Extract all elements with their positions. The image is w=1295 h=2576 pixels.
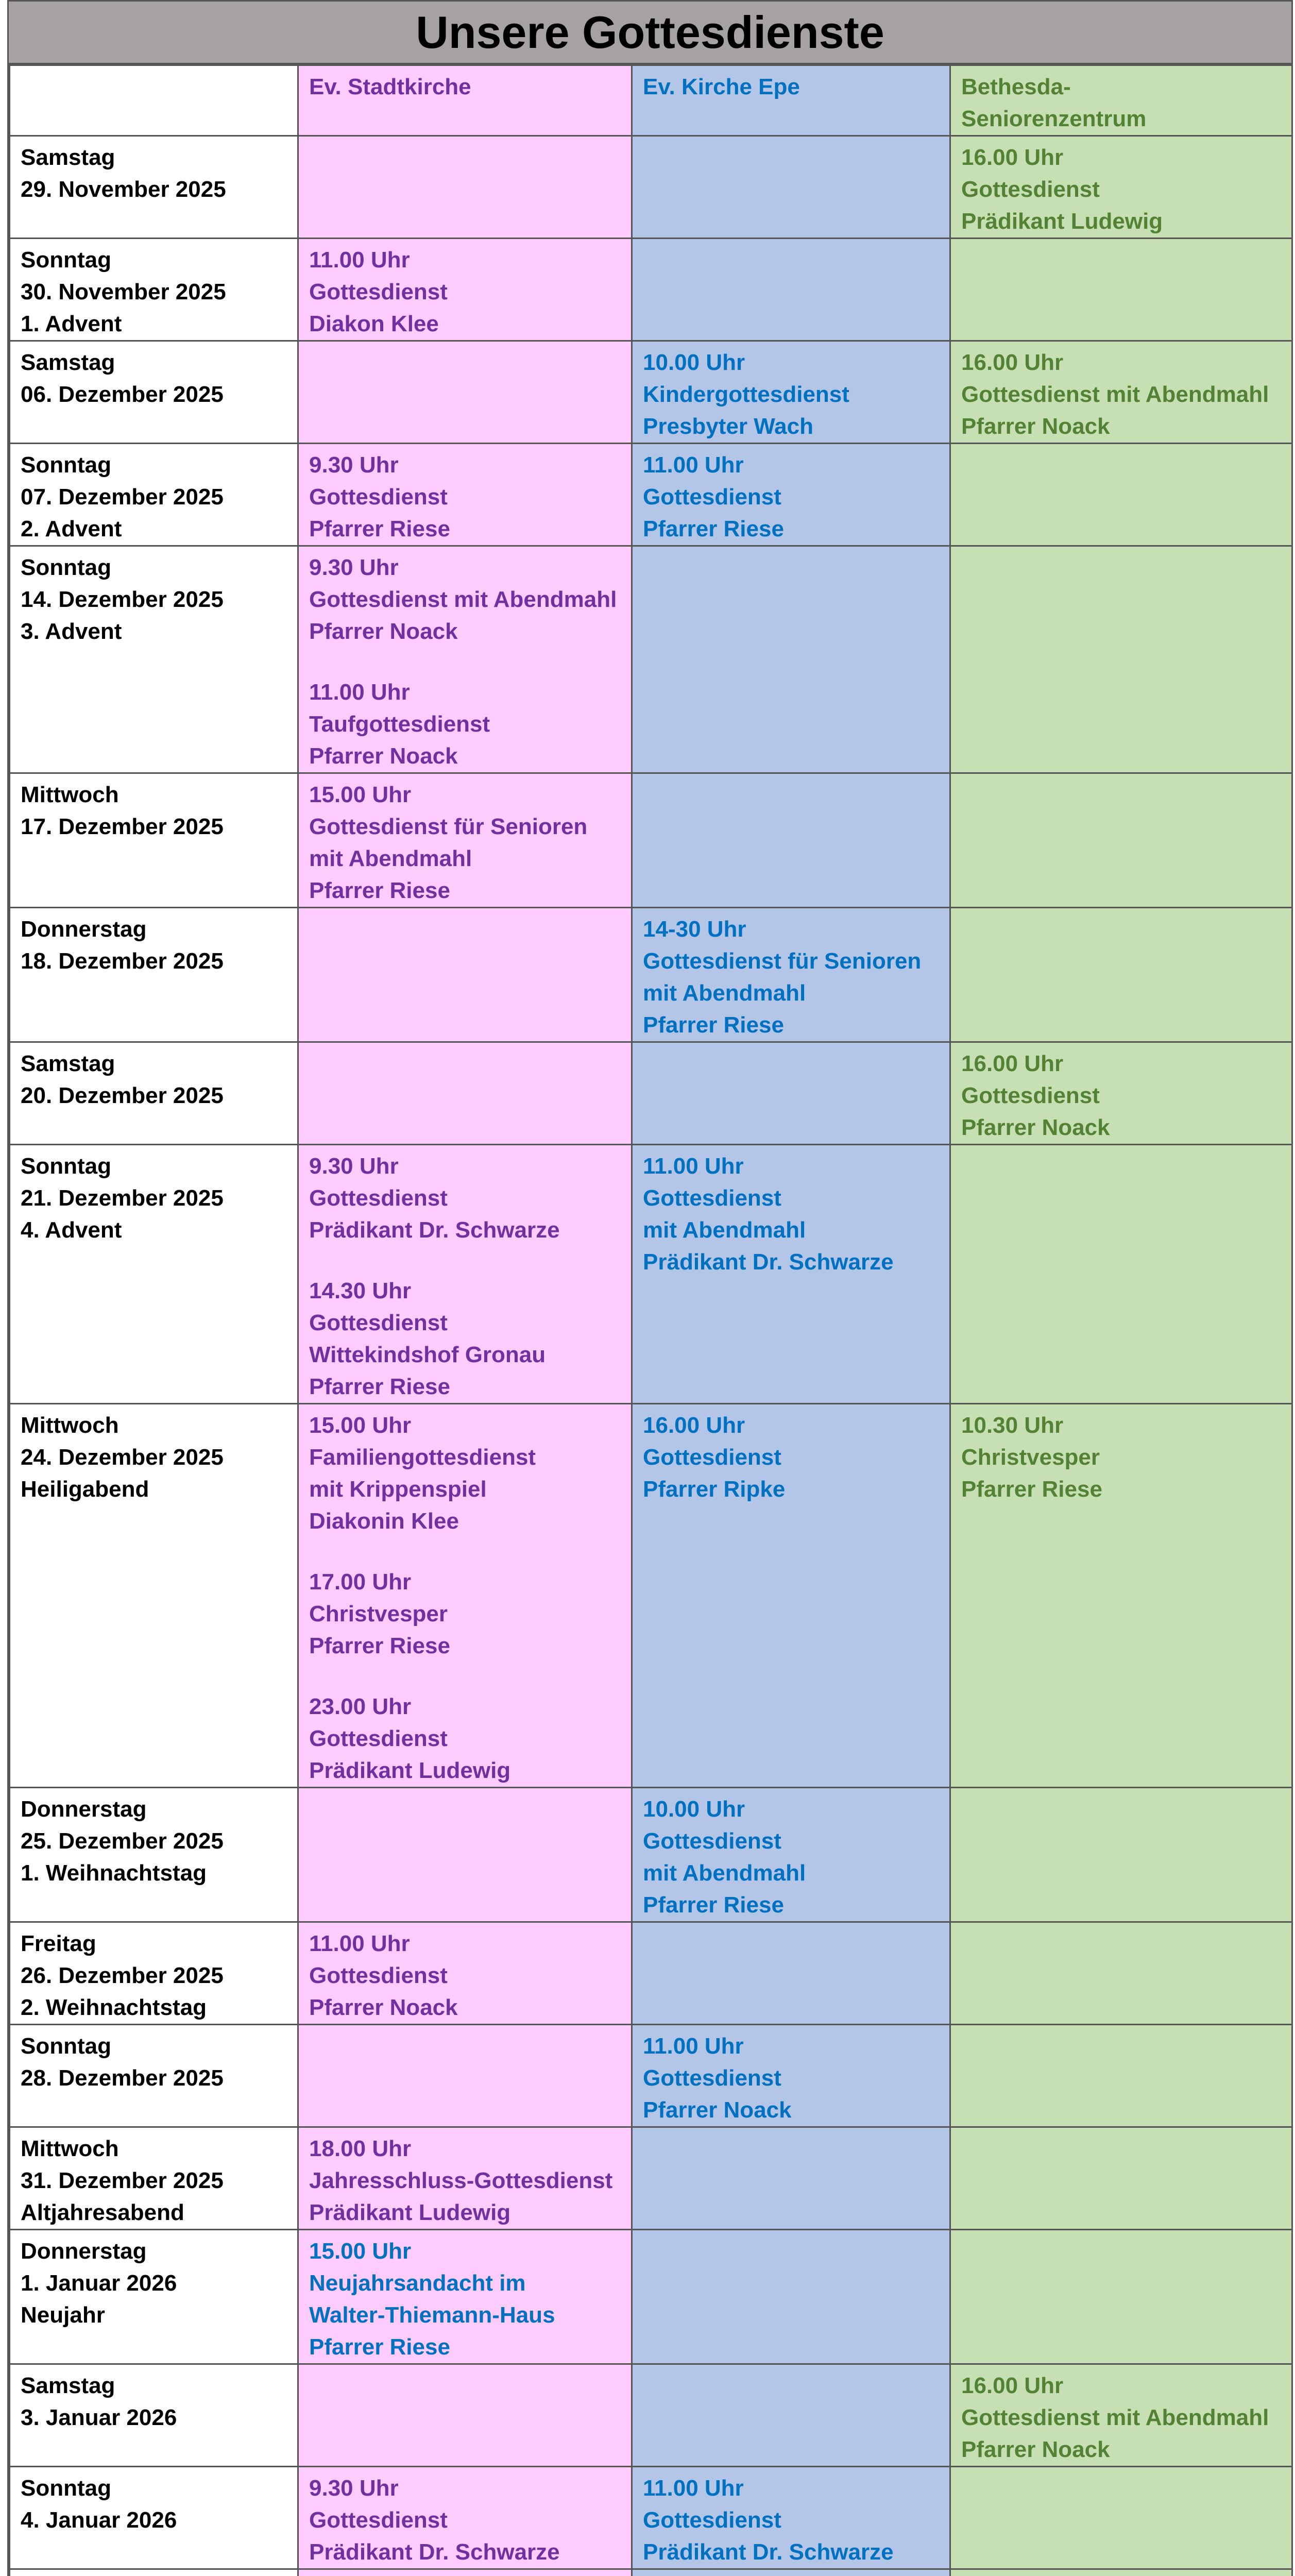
service-cell-epe [632, 908, 950, 1042]
service-cell-beth [950, 1404, 1292, 1788]
date-cell [10, 908, 298, 1042]
cell-text-line: Gottesdienst [309, 276, 621, 308]
table-row [10, 239, 1292, 341]
service-cell-epe [632, 1922, 950, 2025]
cell-text-line: Prädikant Ludewig [961, 206, 1281, 238]
service-cell-beth [950, 136, 1292, 239]
table-row [10, 2025, 1292, 2127]
service-cell-beth [950, 1042, 1292, 1145]
cell-text-line: 11.00 Uhr [643, 2472, 939, 2504]
table-row [10, 2230, 1292, 2364]
date-cell [10, 444, 298, 546]
cell-text-line: Gottesdienst mit Abendmahl [961, 379, 1281, 411]
service-cell-stadt [298, 1404, 632, 1788]
cell-text-line: Sonntag [21, 1150, 287, 1182]
cell-text-line: Gottesdienst [643, 2504, 939, 2536]
table-row [10, 341, 1292, 444]
service-cell-beth [950, 1922, 1292, 2025]
column-header-stadt [298, 2569, 632, 2576]
cell-text-line: Familiengottesdienst [309, 1442, 621, 1473]
cell-text-line: 28. Dezember 2025 [21, 2062, 287, 2094]
date-cell [10, 1042, 298, 1145]
cell-text-line: Pfarrer Noack [961, 1112, 1281, 1144]
date-cell [10, 1404, 298, 1788]
cell-text-line: Prädikant Ludewig [309, 1755, 621, 1787]
service-cell-epe [632, 1042, 950, 1145]
cell-text-line: 10.00 Uhr [643, 1793, 939, 1825]
table-row [10, 1788, 1292, 1922]
cell-text-line: Jahresschluss-Gottesdienst [309, 2165, 621, 2197]
cell-text-line [961, 2575, 1281, 2576]
cell-text-line: 11.00 Uhr [309, 244, 621, 276]
cell-text-line: Pfarrer Riese [309, 1630, 621, 1662]
cell-text-line: Ev. Stadtkirche [309, 71, 621, 103]
service-cell-beth [950, 341, 1292, 444]
table-row [10, 908, 1292, 1042]
block-spacer [309, 1662, 621, 1691]
cell-text-line: Taufgottesdienst [309, 708, 621, 740]
cell-text-line: Pfarrer Noack [961, 2434, 1281, 2466]
column-header-row [10, 65, 1292, 136]
cell-text-line: Samstag [21, 2370, 287, 2402]
cell-text-line: Samstag [21, 347, 287, 379]
cell-text-line: Donnerstag [21, 913, 287, 945]
cell-text-line: mit Abendmahl [643, 1214, 939, 1246]
cell-text-line: Gottesdienst [643, 2062, 939, 2094]
cell-text-line: Pfarrer Riese [643, 1009, 939, 1041]
cell-text-line: Gottesdienst [309, 481, 621, 513]
block-spacer [309, 1246, 621, 1275]
service-cell-stadt [298, 1922, 632, 2025]
cell-text-line: 06. Dezember 2025 [21, 379, 287, 411]
service-cell-epe [632, 1788, 950, 1922]
service-cell-beth [950, 908, 1292, 1042]
cell-text-line: Diakonin Klee [309, 1505, 621, 1537]
cell-text-line: Pfarrer Noack [309, 740, 621, 772]
cell-text-line: Neujahrsandacht im [309, 2267, 621, 2299]
cell-text-line: Pfarrer Riese [961, 1473, 1281, 1505]
table-row [10, 1404, 1292, 1788]
cell-text-line: Sonntag [21, 244, 287, 276]
cell-text-line: 11.00 Uhr [643, 449, 939, 481]
cell-text-line: 4. Januar 2026 [21, 2504, 287, 2536]
column-header-beth [950, 65, 1292, 136]
service-cell-epe [632, 444, 950, 546]
cell-text-line: 16.00 Uhr [961, 347, 1281, 379]
service-cell-stadt [298, 136, 632, 239]
cell-text-line: Pfarrer Riese [309, 2331, 621, 2363]
cell-text-line: Walter-Thiemann-Haus [309, 2299, 621, 2331]
service-cell-beth [950, 546, 1292, 773]
date-cell [10, 2025, 298, 2127]
cell-text-line: Neujahr [21, 2299, 287, 2331]
service-cell-beth [950, 2025, 1292, 2127]
cell-text-line: Pfarrer Noack [961, 411, 1281, 443]
cell-text-line: 26. Dezember 2025 [21, 1960, 287, 1992]
cell-text-line: Prädikant Dr. Schwarze [643, 1246, 939, 1278]
cell-text-line: Gottesdienst [961, 174, 1281, 206]
page-title: Unsere Gottesdienste [9, 0, 1291, 64]
cell-text-line: Gottesdienst [309, 1960, 621, 1992]
table-row [10, 2364, 1292, 2467]
table-row [10, 773, 1292, 908]
cell-text-line: 3. Januar 2026 [21, 2402, 287, 2434]
cell-text-line: 25. Dezember 2025 [21, 1825, 287, 1857]
service-cell-epe [632, 546, 950, 773]
date-cell [10, 1922, 298, 2025]
cell-text-line: 10.00 Uhr [643, 347, 939, 379]
cell-text-line: mit Abendmahl [643, 977, 939, 1009]
cell-text-line: 9.30 Uhr [309, 449, 621, 481]
cell-text-line: Kindergottesdienst [643, 379, 939, 411]
cell-text-line: Pfarrer Ripke [643, 1473, 939, 1505]
cell-text-line: Bethesda- [961, 71, 1281, 103]
cell-text-line: 21. Dezember 2025 [21, 1182, 287, 1214]
date-cell [10, 1788, 298, 1922]
service-cell-epe [632, 2127, 950, 2230]
date-cell [10, 341, 298, 444]
cell-text-line: Prädikant Dr. Schwarze [643, 2536, 939, 2568]
cell-text-line: Mittwoch [21, 2133, 287, 2165]
service-cell-beth [950, 1145, 1292, 1404]
cell-text-line: Prädikant Dr. Schwarze [309, 2536, 621, 2568]
cell-text-line: mit Abendmahl [643, 1857, 939, 1889]
cell-text-line: 30. November 2025 [21, 276, 287, 308]
cell-text-line: 17.00 Uhr [309, 1566, 621, 1598]
cell-text-line: 1. Advent [21, 308, 287, 340]
cell-text-line: Gottesdienst [309, 1182, 621, 1214]
cell-text-line: Samstag [21, 142, 287, 174]
cell-text-line [309, 2575, 621, 2576]
cell-text-line: 16.00 Uhr [961, 142, 1281, 174]
service-cell-epe [632, 239, 950, 341]
date-cell [10, 2364, 298, 2467]
cell-text-line: 18.00 Uhr [309, 2133, 621, 2165]
service-cell-epe [632, 1145, 950, 1404]
column-footer-row [10, 2569, 1292, 2576]
cell-text-line: Christvesper [961, 1442, 1281, 1473]
service-cell-stadt [298, 1788, 632, 1922]
cell-text-line: mit Krippenspiel [309, 1473, 621, 1505]
date-cell [10, 546, 298, 773]
cell-text-line: Gottesdienst [643, 1442, 939, 1473]
cell-text-line: Mittwoch [21, 779, 287, 811]
service-cell-beth [950, 2467, 1292, 2569]
service-cell-beth [950, 2127, 1292, 2230]
cell-text-line: Gottesdienst [643, 481, 939, 513]
cell-text-line: 31. Dezember 2025 [21, 2165, 287, 2197]
service-cell-stadt [298, 2467, 632, 2569]
cell-text-line: Pfarrer Noack [309, 1992, 621, 2024]
service-cell-epe [632, 2364, 950, 2467]
date-cell [10, 773, 298, 908]
cell-text-line: Donnerstag [21, 2235, 287, 2267]
cell-text-line: 3. Advent [21, 616, 287, 648]
date-cell [10, 2127, 298, 2230]
cell-text-line: Altjahresabend [21, 2197, 287, 2229]
cell-text-line: 9.30 Uhr [309, 2472, 621, 2504]
cell-text-line: 1. Weihnachtstag [21, 1857, 287, 1889]
cell-text-line: 11.00 Uhr [309, 1928, 621, 1960]
column-header-epe [632, 65, 950, 136]
table-row [10, 2467, 1292, 2569]
cell-text-line: 14-30 Uhr [643, 913, 939, 945]
cell-text-line: Ev. Kirche Epe [643, 71, 939, 103]
block-spacer [309, 648, 621, 676]
table-row [10, 1042, 1292, 1145]
service-cell-stadt [298, 1145, 632, 1404]
cell-text-line: 4. Advent [21, 1214, 287, 1246]
table-row [10, 2127, 1292, 2230]
cell-text-line: 16.00 Uhr [961, 2370, 1281, 2402]
cell-text-line: 16.00 Uhr [961, 1048, 1281, 1080]
block-spacer [309, 1537, 621, 1566]
cell-text-line: Gottesdienst mit Abendmahl [961, 2402, 1281, 2434]
cell-text-line: Gottesdienst für Senioren [643, 945, 939, 977]
cell-text-line: 29. November 2025 [21, 174, 287, 206]
cell-text-line: 11.00 Uhr [309, 676, 621, 708]
cell-text-line: Heiligabend [21, 1473, 287, 1505]
table-row [10, 444, 1292, 546]
cell-text-line: Donnerstag [21, 1793, 287, 1825]
service-cell-beth [950, 1788, 1292, 1922]
cell-text-line: Seniorenzentrum [961, 103, 1281, 135]
cell-text-line: 15.00 Uhr [309, 2235, 621, 2267]
cell-text-line: 15.00 Uhr [309, 1410, 621, 1442]
cell-text-line: 07. Dezember 2025 [21, 481, 287, 513]
cell-text-line: Presbyter Wach [643, 411, 939, 443]
cell-text-line: Pfarrer Riese [309, 1371, 621, 1403]
service-cell-stadt [298, 2025, 632, 2127]
schedule-body [10, 65, 1292, 2576]
cell-text-line: Prädikant Dr. Schwarze [309, 1214, 621, 1246]
cell-text-line: 14. Dezember 2025 [21, 584, 287, 616]
table-row [10, 136, 1292, 239]
cell-text-line: Gottesdienst [309, 1723, 621, 1755]
cell-text-line: Gottesdienst [961, 1080, 1281, 1112]
cell-text-line: 18. Dezember 2025 [21, 945, 287, 977]
service-cell-epe [632, 136, 950, 239]
service-cell-beth [950, 239, 1292, 341]
service-cell-stadt [298, 773, 632, 908]
cell-text-line: Freitag [21, 1928, 287, 1960]
cell-text-line: 2. Advent [21, 513, 287, 545]
cell-text-line: 17. Dezember 2025 [21, 811, 287, 843]
cell-text-line: Pfarrer Riese [309, 875, 621, 907]
schedule-table [9, 64, 1293, 2576]
cell-text-line: Gottesdienst für Senioren [309, 811, 621, 843]
cell-text-line: Sonntag [21, 2030, 287, 2062]
cell-text-line: Prädikant Ludewig [309, 2197, 621, 2229]
service-cell-stadt [298, 2127, 632, 2230]
cell-text-line: 16.00 Uhr [643, 1410, 939, 1442]
cell-text-line: Wittekindshof Gronau [309, 1339, 621, 1371]
table-row [10, 546, 1292, 773]
cell-text-line: Diakon Klee [309, 308, 621, 340]
cell-text-line: Pfarrer Riese [309, 513, 621, 545]
service-cell-stadt [298, 239, 632, 341]
cell-text-line: 15.00 Uhr [309, 779, 621, 811]
service-cell-epe [632, 2025, 950, 2127]
cell-text-line: 11.00 Uhr [643, 1150, 939, 1182]
column-header-epe [632, 2569, 950, 2576]
cell-text-line: Gottesdienst [643, 1182, 939, 1214]
cell-text-line: 9.30 Uhr [309, 552, 621, 584]
cell-text-line [643, 2575, 939, 2576]
service-cell-epe [632, 341, 950, 444]
service-cell-stadt [298, 341, 632, 444]
cell-text-line: mit Abendmahl [309, 843, 621, 875]
cell-text-line: Sonntag [21, 552, 287, 584]
service-cell-stadt [298, 1042, 632, 1145]
cell-text-line: 9.30 Uhr [309, 1150, 621, 1182]
cell-text-line: 1. Januar 2026 [21, 2267, 287, 2299]
cell-text-line: Gottesdienst [309, 1307, 621, 1339]
cell-text-line: Gottesdienst [643, 1825, 939, 1857]
service-cell-epe [632, 773, 950, 908]
service-cell-stadt [298, 908, 632, 1042]
date-cell [10, 2230, 298, 2364]
cell-text-line: Pfarrer Noack [643, 2094, 939, 2126]
cell-text-line: 20. Dezember 2025 [21, 1080, 287, 1112]
cell-text-line: Mittwoch [21, 1410, 287, 1442]
cell-text-line: Sonntag [21, 2472, 287, 2504]
column-header-beth [950, 2569, 1292, 2576]
cell-text-line: Pfarrer Riese [643, 513, 939, 545]
column-header-stadt [298, 65, 632, 136]
date-cell [10, 1145, 298, 1404]
cell-text-line: Sonntag [21, 449, 287, 481]
cell-text-line: Samstag [21, 1048, 287, 1080]
cell-text-line: 10.30 Uhr [961, 1410, 1281, 1442]
date-cell [10, 239, 298, 341]
service-cell-epe [632, 2467, 950, 2569]
cell-text-line: 11.00 Uhr [643, 2030, 939, 2062]
service-cell-epe [632, 2230, 950, 2364]
service-cell-beth [950, 2364, 1292, 2467]
cell-text-line: Christvesper [309, 1598, 621, 1630]
service-cell-beth [950, 444, 1292, 546]
cell-text-line: 2. Weihnachtstag [21, 1992, 287, 2024]
date-cell [10, 136, 298, 239]
service-cell-stadt [298, 444, 632, 546]
service-cell-beth [950, 773, 1292, 908]
service-cell-stadt [298, 546, 632, 773]
header-date-cell [10, 2569, 298, 2576]
cell-text-line: 24. Dezember 2025 [21, 1442, 287, 1473]
cell-text-line: Pfarrer Riese [643, 1889, 939, 1921]
service-cell-stadt [298, 2230, 632, 2364]
header-date-cell [10, 65, 298, 136]
cell-text-line: 23.00 Uhr [309, 1691, 621, 1723]
cell-text-line: Gottesdienst mit Abendmahl [309, 584, 621, 616]
cell-text-line: 14.30 Uhr [309, 1275, 621, 1307]
cell-text-line: Gottesdienst [309, 2504, 621, 2536]
date-cell [10, 2467, 298, 2569]
service-cell-beth [950, 2230, 1292, 2364]
table-row [10, 1922, 1292, 2025]
schedule-sheet [7, 0, 1293, 2576]
cell-text-line: Pfarrer Noack [309, 616, 621, 648]
service-cell-stadt [298, 2364, 632, 2467]
table-row [10, 1145, 1292, 1404]
service-cell-epe [632, 1404, 950, 1788]
